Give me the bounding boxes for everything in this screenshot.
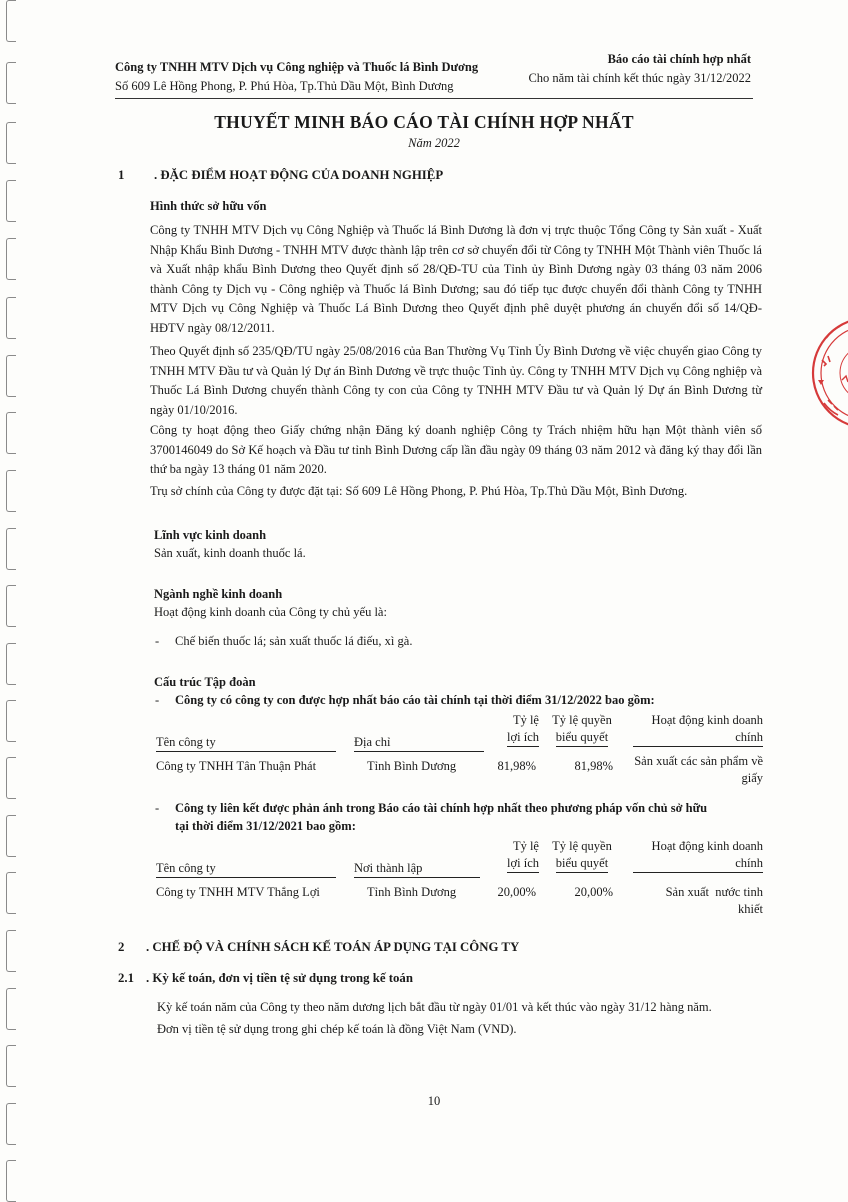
col-interest-line1: Tỷ lệ [512,713,539,727]
company-seal-stamp [806,308,848,438]
associate-intro-line1: Công ty liên kết được phản ánh trong Báo cáo tài chính hợp nhất theo phương pháp vốn chủ sở hữu [175,801,708,815]
col-activity-line1: Hoạt động kinh doanh [651,839,763,853]
col-activity [633,838,763,873]
industry-heading: Ngành nghề kinh doanh [154,587,283,601]
paragraph-2: Theo Quyết định số 235/QĐ/TU ngày 25/08/2016 của Ban Thường Vụ Tỉnh Ủy Bình Dương về việc chuyển giao Công ty TNHH MTV Đầu tư và Quản lý Dự án Bình Dương về trực thuộc Tỉnh ủy. Công ty TNHH MTV Dịch vụ Công nghiệp và Thuốc Lá Bình Dương chuyển thành Công ty con của Công ty TNHH MTV Đầu tư và Quản lý Dự án Bình Dương từ ngày 01/10/2016. [150,344,762,417]
row-company-name: Công ty TNHH MTV Thắng Lợi [156,885,320,899]
row-activity [593,884,763,918]
row-activity-line1: Sản xuất nước tinh [665,885,763,899]
section-2-number: 2 [118,940,125,954]
paragraph-3: Công ty hoạt động theo Giấy chứng nhận Đăng ký doanh nghiệp Công ty Trách nhiệm hữu hạn Một thành viên số 3700146049 do Sở Kế hoạch và Đầu tư tỉnh Bình Dương cấp lần đầu ngày 09 tháng 03 năm 2012 và đăng ký thay đổi lần thứ ba ngày 13 tháng 01 năm 2020. [150,423,762,476]
page-number: 10 [427,1094,441,1108]
col-activity-line2: chính [633,729,763,747]
col-voting-line1: Tỷ lệ quyền [552,839,612,853]
section-2-1-heading [118,971,413,986]
section-1-number: 1 [118,168,125,182]
section-2-heading [118,940,519,955]
col-founded-place: Nơi thành lập [354,860,480,878]
accounting-period-text: Kỳ kế toán năm của Công ty theo năm dương lịch bắt đầu từ ngày 01/01 và kết thúc vào ngày 31/12 hàng năm. [157,1000,712,1014]
subsidiary-intro-text: Công ty có công ty con được hợp nhất báo cáo tài chính tại thời điểm 31/12/2022 bao gồm: [175,693,655,707]
col-activity-line2: chính [633,855,763,873]
col-address: Địa chỉ [354,734,484,752]
row-activity-line1: Sản xuất các sản phẩm về [634,754,763,768]
col-voting-line2: biểu quyết [556,855,608,873]
col-activity [633,712,763,747]
header-right [528,50,751,88]
associate-intro-line2: tại thời điểm 31/12/2021 bao gồm: [175,819,356,833]
row-company-name: Công ty TNHH Tân Thuận Phát [156,759,317,773]
subsidiary-intro [155,693,655,708]
document-title: THUYẾT MINH BÁO CÁO TÀI CHÍNH HỢP NHẤT [214,112,634,132]
binder-rings [4,0,20,1200]
header-report-period: Cho năm tài chính kết thúc ngày 31/12/2022 [528,71,751,85]
section-1-heading [118,168,443,183]
col-company-name: Tên công ty [156,734,336,752]
group-heading: Cấu trúc Tập đoàn [154,675,256,689]
header-report-title: Báo cáo tài chính hợp nhất [607,52,751,66]
section-1-title: . ĐẶC ĐIỂM HOẠT ĐỘNG CỦA DOANH NGHIỆP [154,168,444,182]
row-interest: 20,00% [497,885,536,899]
row-activity-line2: giấy [741,771,763,785]
document-subtitle: Năm 2022 [408,136,460,150]
col-voting [546,838,618,873]
header-company: Công ty TNHH MTV Dịch vụ Công nghiệp và Thuốc lá Bình Dương [115,60,479,74]
col-voting [546,712,618,747]
header-left [115,58,478,96]
col-interest-line2: lợi ích [507,855,539,873]
field-heading: Lĩnh vực kinh doanh [154,528,267,542]
col-interest [474,838,539,873]
row-place: Tỉnh Bình Dương [367,885,457,899]
col-company-name: Tên công ty [156,860,336,878]
subsidiary-table [156,712,763,792]
row-voting: 20,00% [574,885,613,899]
col-voting-line1: Tỷ lệ quyền [552,713,612,727]
bullet-dash: - [155,634,160,648]
col-interest-line1: Tỷ lệ [512,839,539,853]
row-place: Tỉnh Bình Dương [367,759,457,773]
associate-intro [155,799,707,835]
section-2-1-number: 2.1 [118,971,134,985]
header-rule [115,98,753,99]
row-activity-line2: khiết [738,902,763,916]
col-activity-line1: Hoạt động kinh doanh [651,713,763,727]
col-interest-line2: lợi ích [507,729,539,747]
industry-list-item [155,634,412,649]
row-voting: 81,98% [574,759,613,773]
bullet-dash: - [155,801,160,815]
header-address: Số 609 Lê Hồng Phong, P. Phú Hòa, Tp.Thủ Dầu Một, Bình Dương [115,79,454,93]
ownership-heading: Hình thức sở hữu vốn [150,199,267,213]
bullet-dash: - [155,693,160,707]
section-2-title: . CHẾ ĐỘ VÀ CHÍNH SÁCH KẾ TOÁN ÁP DỤNG TẠI CÔNG TY [146,940,520,954]
currency-text: Đơn vị tiền tệ sử dụng trong ghi chép kế toán là đồng Việt Nam (VND). [157,1022,517,1036]
industry-item-text: Chế biến thuốc lá; sản xuất thuốc lá điếu, xì gà. [175,634,413,648]
row-activity [593,753,763,787]
col-interest [474,712,539,747]
paragraph-4: Trụ sở chính của Công ty được đặt tại: Số 609 Lê Hồng Phong, P. Phú Hòa, Tp.Thủ Dầu Một, Bình Dương. [150,484,688,498]
paragraph-1: Công ty TNHH MTV Dịch vụ Công Nghiệp và Thuốc lá Bình Dương là đơn vị trực thuộc Tổng Công ty Sản xuất - Xuất Nhập Khẩu Bình Dương - TNHH MTV được thành lập trên cơ sở chuyển đổi từ Công ty TNHH Một Thành viên Thuốc lá và Xuất nhập khẩu Bình Dương theo Quyết định số 28/QĐ-TU của Tỉnh ủy Bình Dương ngày 03 tháng 03 năm 2006 thành Công ty Dịch vụ - Công nghiệp và Thuốc lá Bình Dương; sau đó tiếp tục được chuyển đổi thành Công ty TNHH MTV Dịch vụ Công Nghiệp và Thuốc Lá Bình Dương theo Quyết định phê duyệt phương án chuyển đổi số 14/QĐ-HĐTV ngày 08/12/2011. [150,223,762,335]
field-text: Sản xuất, kinh doanh thuốc lá. [154,546,306,560]
col-voting-line2: biểu quyết [556,729,608,747]
associate-table [156,838,763,918]
industry-intro: Hoạt động kinh doanh của Công ty chủ yếu là: [154,605,387,619]
row-interest: 81,98% [497,759,536,773]
section-2-1-title: . Kỳ kế toán, đơn vị tiền tệ sử dụng trong kế toán [146,971,413,985]
